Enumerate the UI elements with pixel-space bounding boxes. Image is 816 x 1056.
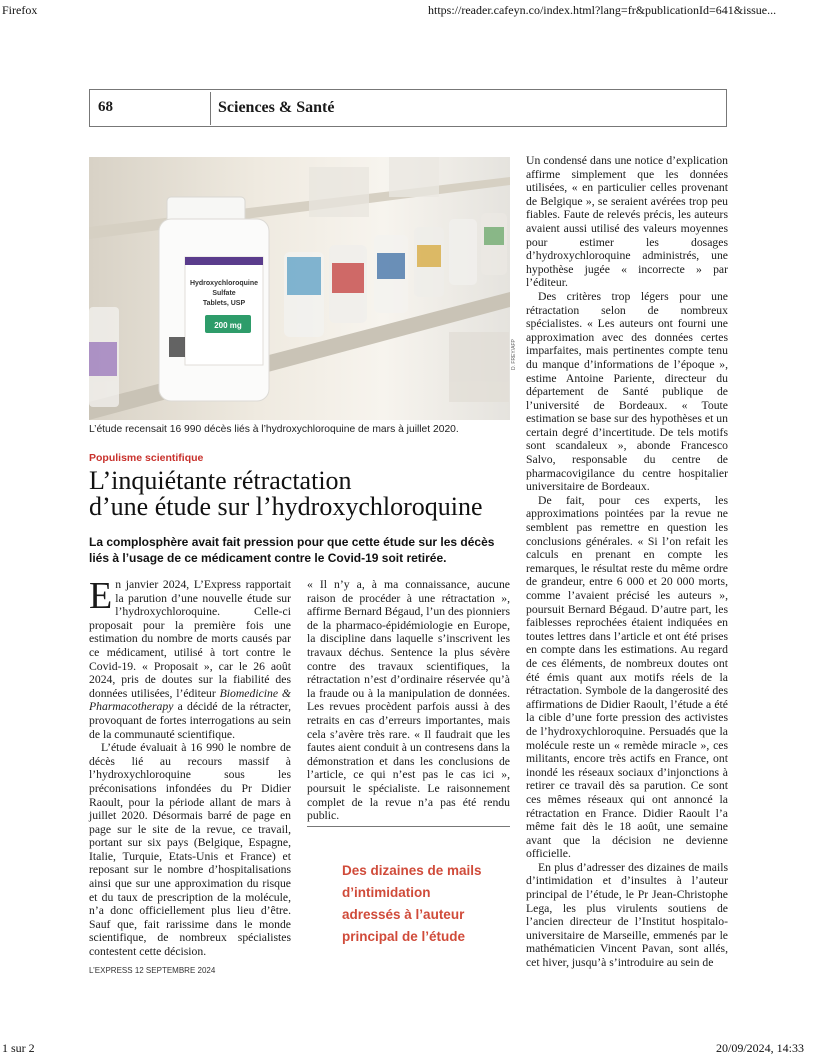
drop-cap: E [89,575,113,617]
col2-paragraph-1: « Il n’y a, à ma connaissance, aucune raison de procéder à une rétractation », affirme Bernard Bégaud, l’un des pionniers de la pharmaco-épidémiologie en Europe, la discipline dans laquelle s’inscrivent les travaux déchus. Sentence la plus sévère contre des travaux scientifiques, la rétractation n’est d’ordinaire réservée qu’à la fraude ou à la manipulation de données. Les revues procèdent parfois aussi à des retraits en cas d’erreurs importantes, mais cela s’avère très rare. « Il faudrait que les fautes aient conduit à un contresens dans la démonstration et dans les conclusions de l’article, ce qui n’est pas le cas ici », poursuit le spécialiste. Le raisonnement complet de la revue n’a pas été rendu public. [307,578,510,823]
article-kicker: Populisme scientifique [89,452,204,464]
col1-paragraph-1 [89,575,291,741]
journal-name: Biomedicine & Pharmacotherapy [89,686,291,714]
col3-paragraph-2: Des critères trop légers pour une rétractation selon de nombreux spécialistes. « Les auteurs ont fourni une approximation avec des données certes imparfaites, mais pertinentes compte tenu du manque d’informations de l’époque », estime Antoine Pariente, directeur du département de Santé publique de l’université de Bordeaux. « Toute estimation se base sur des hypothèses et un certain degré d’incertitude. De tels motifs sont scandaleux », abonde Francesco Salvo, responsable du centre de pharmacovigilance du centre hospitalier universitaire de Bordeaux. [526,289,728,494]
label-brand: Hydroxychloroquine [189,280,259,287]
col1-p1-end: a décidé de la rétracter, provoquant de fortes interrogations au sein de la communauté scientifique. [89,700,291,741]
article-column-3 [526,154,728,970]
label-line2: Sulfate [212,290,236,297]
footer-brand: L’EXPRESS [89,966,133,975]
footer-date: 12 SEPTEMBRE 2024 [134,966,216,975]
article-photo [89,157,510,420]
article-column-2 [307,578,510,823]
pull-quote: Des dizaines de mails d’intimidation adressés à l’auteur principal de l’étude [342,863,482,944]
col3-paragraph-3: De fait, pour ces experts, les approximations pointées par la revue ne semblent pas remettre en question les conclusions générales. « Si l’on refait les calculs en prenant en compte les remarques, le résultat reste du même ordre de grandeur, entre 6 000 et 20 000 morts, comme l’avaient précisé les auteurs », poursuit Bernard Bégaud. D’autre part, les faiblesses reprochées étaient indiquées en toutes lettres dans l’article et ont été prises en compte dans les estimations. Au regard de ces éléments, de nombreux doutes ont été émis quant aux motifs réels de la rétractation. Symbole de la dangerosité des affirmations de Didier Raoult, l’étude a été la cible d’une forte pression des activistes de l’hydroxychloroquine. Persuadés que la molécule reste un « remède miracle », ces militants, encore très actifs en France, ont inondé les réseaux sociaux d’injonctions à retirer ce travail dès sa parution. Ce sont ces mêmes réseaux qui ont annoncé la rétractation en France. Didier Raoult l’a même fait dès le 18 août, une semaine avant que la décision ne devienne officielle. [526,493,728,861]
pharmacy-shelf-illustration [89,157,510,420]
col1-p1-text: n janvier 2024, L’Express rapportait la parution d’une nouvelle étude sur l’hydroxychloroquine. Celle-ci proposait pour la première fois une estimation du nombre de morts causés par ce médicament, utilisé à tort contre le Covid-19. « Proposait », car le 26 août 2024, pris de doutes sur la fiabilité des données utilisées, l’éditeur [89,578,291,700]
article-headline [89,468,519,520]
print-datetime: 20/09/2024, 14:33 [716,1041,805,1055]
pullquote-top-rule [307,826,510,827]
label-line3: Tablets, USP [202,300,246,307]
photo-credit: D. FREY/AFP [511,339,517,370]
label-dose: 200 mg [214,321,242,330]
article-standfirst: La complosphère avait fait pression pour que cette étude sur les décès liés à l’usage de ce médicament contre le Covid-19 soit retirée. [89,535,495,565]
col1-paragraph-2: L’étude évaluait à 16 990 le nombre de décès lié au recours massif à l’hydroxychloroquine sous les préconisations infondées du Pr Didier Raoult, pour la période allant de mars à juillet 2020. Désormais barré de page en page sur le site de la revue, ce travail, portant sur six pays (Belgique, Espagne, Italie, Turquie, Etats-Unis et France) et reposant sur le nombre d’hospitalisations ainsi que sur une approximation du risque et du taux de prescription de la molécule, n’a donc officiellement plus lieu d’être. Sauf que, fait rarissime dans le monde scientifique, de nombreux spécialistes contestent cette décision. [89,741,291,959]
headline-line-2: d’une étude sur l’hydroxychloroquine [89,492,483,521]
print-page-counter: 1 sur 2 [2,1041,35,1055]
article-column-1 [89,575,291,959]
pill-bottle [159,197,269,401]
col3-paragraph-1: Un condensé dans une notice d’explication affirme simplement que les données utilisées, « en particulier celles provenant de Belgique », se seraient avérées trop peu fiables. Faute de relevés précis, les auteurs avaient aussi utilisé des valeurs moyennes pour estimer les dosages d’hydroxychloroquine administrés, une hypothèse jugée « incorrecte » par l’éditeur. [526,154,728,290]
page-footer [89,966,215,975]
col3-paragraph-4: En plus d’adresser des dizaines de mails d’intimidation et d’insultes à l’auteur principal de l’étude, le Pr Jean-Christophe Lega, les plus virulents soutiens de l’ancien directeur de l’Institut hospitalo-universitaire de Marseille, emmenés par le mathématicien Vincent Pavan, sont allés, cet hiver, jusqu’à s’introduire au sein de [526,860,728,970]
browser-app-name: Firefox [2,3,38,17]
header-divider [210,92,211,125]
page-number: 68 [98,99,113,115]
page-url[interactable]: https://reader.cafeyn.co/index.html?lang=fr&publicationId=641&issue... [428,3,777,17]
photo-caption: L’étude recensait 16 990 décès liés à l’hydroxychloroquine de mars à juillet 2020. [89,424,459,435]
headline-line-1: L’inquiétante rétractation [89,466,352,495]
magazine-page-header [89,89,727,127]
section-title: Sciences & Santé [218,99,335,116]
